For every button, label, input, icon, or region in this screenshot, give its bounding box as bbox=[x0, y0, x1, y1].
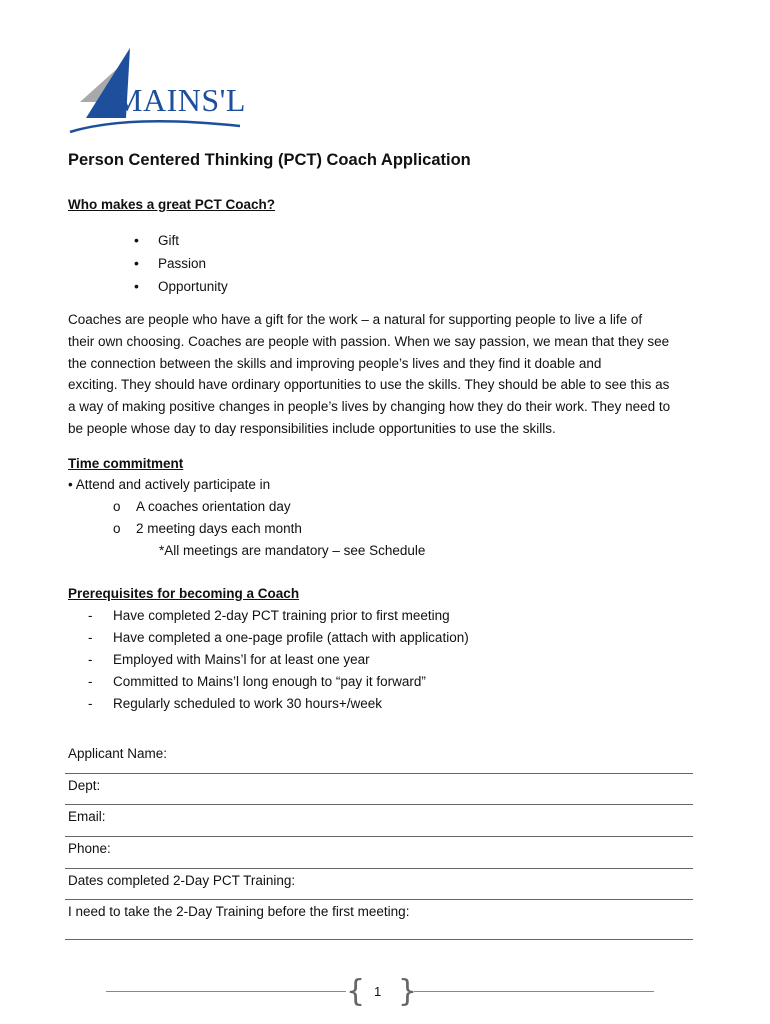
list-item: • Passion bbox=[134, 252, 228, 275]
sub-bullet-marker: o bbox=[113, 521, 121, 536]
page-number: 1 bbox=[374, 984, 382, 999]
logo-wordmark: MAINS'L bbox=[114, 82, 246, 118]
sub-bullet-marker: o bbox=[113, 499, 121, 514]
list-item: Employed with Mains’l for at least one year bbox=[113, 652, 370, 667]
paragraph-line: Coaches are people who have a gift for the work – a natural for supporting people to live a life of bbox=[68, 312, 643, 327]
phone-field[interactable]: Phone: bbox=[68, 841, 111, 856]
dept-field[interactable]: Dept: bbox=[68, 778, 101, 793]
left-brace-icon: { bbox=[346, 974, 366, 1009]
list-item: A coaches orientation day bbox=[136, 499, 291, 514]
list-item: • Gift bbox=[134, 229, 228, 252]
right-brace-icon: } bbox=[398, 974, 418, 1009]
divider bbox=[65, 773, 693, 774]
mandatory-note: *All meetings are mandatory – see Schedule bbox=[159, 543, 426, 558]
list-item: Regularly scheduled to work 30 hours+/week bbox=[113, 696, 383, 711]
paragraph-line: a way of making positive changes in people’s lives by changing how they do their work. They need to bbox=[68, 399, 671, 415]
qualities-list bbox=[134, 229, 228, 298]
paragraph-line: their own choosing. Coaches are people with passion. When we say passion, we mean that they see bbox=[68, 333, 670, 349]
list-item: Committed to Mains’l long enough to “pay it forward” bbox=[113, 674, 426, 689]
list-item: Have completed a one-page profile (attach with application) bbox=[113, 630, 469, 645]
section-heading-prerequisites: Prerequisites for becoming a Coach bbox=[68, 586, 300, 601]
list-item: Have completed 2-day PCT training prior to first meeting bbox=[113, 608, 450, 623]
wave-icon bbox=[70, 121, 240, 132]
dash-marker: - bbox=[88, 630, 93, 645]
divider bbox=[65, 868, 693, 869]
time-commitment-intro: • Attend and actively participate in bbox=[68, 477, 271, 492]
paragraph-line: the connection between the skills and improving people’s lives and they find it doable and bbox=[68, 355, 602, 371]
dash-marker: - bbox=[88, 674, 93, 689]
divider bbox=[65, 939, 693, 940]
description-paragraph bbox=[68, 309, 698, 440]
page-title: Person Centered Thinking (PCT) Coach Application bbox=[68, 151, 471, 169]
list-item: • Opportunity bbox=[134, 275, 228, 298]
section-heading-time-commitment: Time commitment bbox=[68, 456, 184, 471]
divider bbox=[65, 804, 693, 805]
training-date-field[interactable]: Dates completed 2-Day PCT Training: bbox=[68, 873, 296, 888]
training-needed-field[interactable]: I need to take the 2-Day Training before the first meeting: bbox=[68, 904, 410, 919]
dash-marker: - bbox=[88, 696, 93, 711]
footer-rule-right bbox=[414, 991, 654, 992]
list-item: 2 meeting days each month bbox=[136, 521, 302, 536]
footer-rule-left bbox=[106, 991, 346, 992]
divider bbox=[65, 836, 693, 837]
email-field[interactable]: Email: bbox=[68, 809, 106, 824]
dash-marker: - bbox=[88, 608, 93, 623]
dash-marker: - bbox=[88, 652, 93, 667]
section-heading-great-coach: Who makes a great PCT Coach? bbox=[68, 197, 276, 212]
divider bbox=[65, 899, 693, 900]
paragraph-line: be people whose day to day responsibilities include opportunities to use the skills. bbox=[68, 420, 556, 436]
applicant-name-field[interactable]: Applicant Name: bbox=[68, 746, 168, 761]
paragraph-line: exciting. They should have ordinary opportunities to use the skills. They should be able to see this as bbox=[68, 377, 670, 393]
